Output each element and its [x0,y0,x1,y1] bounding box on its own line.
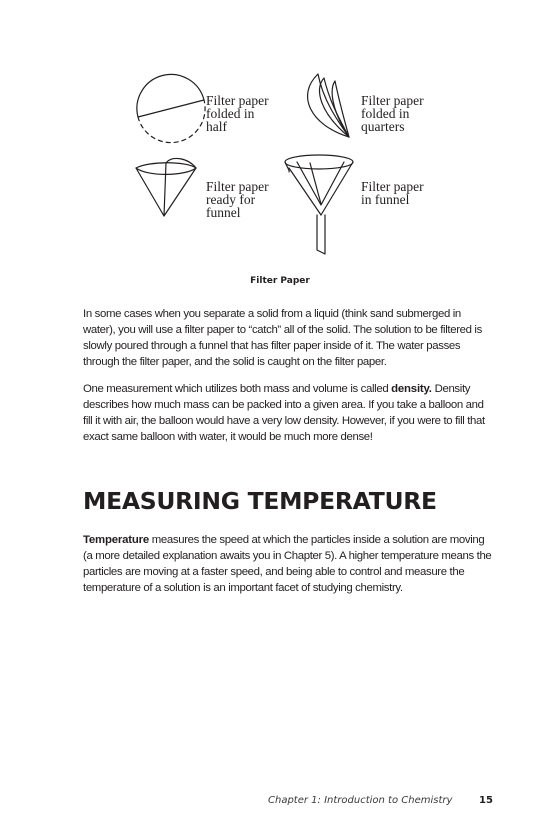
section-heading: MEASURING TEMPERATURE [83,487,437,515]
label-ready-for-funnel: Filter paper ready for funnel [206,179,269,220]
temperature-term: Temperature [83,534,149,546]
filter-paper-figure [0,0,560,300]
footer-chapter-title: Chapter 1: Introduction to Chemistry [268,795,453,806]
folded-half-drawing [137,74,205,142]
paragraph-filter-paper: In some cases when you separate a solid from a liquid (think sand submerged in water), you will use a filter paper to “catch” all of the solid. The solution to be filtered is slowly poured through a funnel that has filter paper inside of it. The water passes through the filter paper, and the solid is caught on the filter paper. [83,308,482,368]
paragraph-temperature [83,532,493,596]
density-term: density. [391,383,432,395]
filter-paper-illustration [0,0,560,300]
paragraph-density [83,381,493,445]
folded-quarters-drawing [308,74,349,137]
label-folded-quarters: Filter paper folded in quarters [361,93,424,134]
temperature-description-text: measures the speed at which the particles inside a solution are moving (a more detailed explanation awaits you in Chapter 5). A higher temperature means the particles are moving at a faster speed, and being able to control and measure the temperature of a solution is an important facet of studying chemistry. [83,534,492,594]
figure-caption: Filter Paper [250,276,310,286]
cone-drawing [136,158,196,216]
funnel-drawing [285,155,353,254]
label-folded-half: Filter paper folded in half [206,93,269,134]
page-number: 15 [479,795,493,806]
density-description-text: Density describes how much mass can be packed into a given area. If you take a balloon and fill it with air, the balloon would have a very low density. However, if you were to fill that exact same balloon with water, it would be much more dense! [83,383,485,443]
density-intro-text: One measurement which utilizes both mass and volume is called [83,383,392,395]
label-in-funnel: Filter paper in funnel [361,179,424,207]
